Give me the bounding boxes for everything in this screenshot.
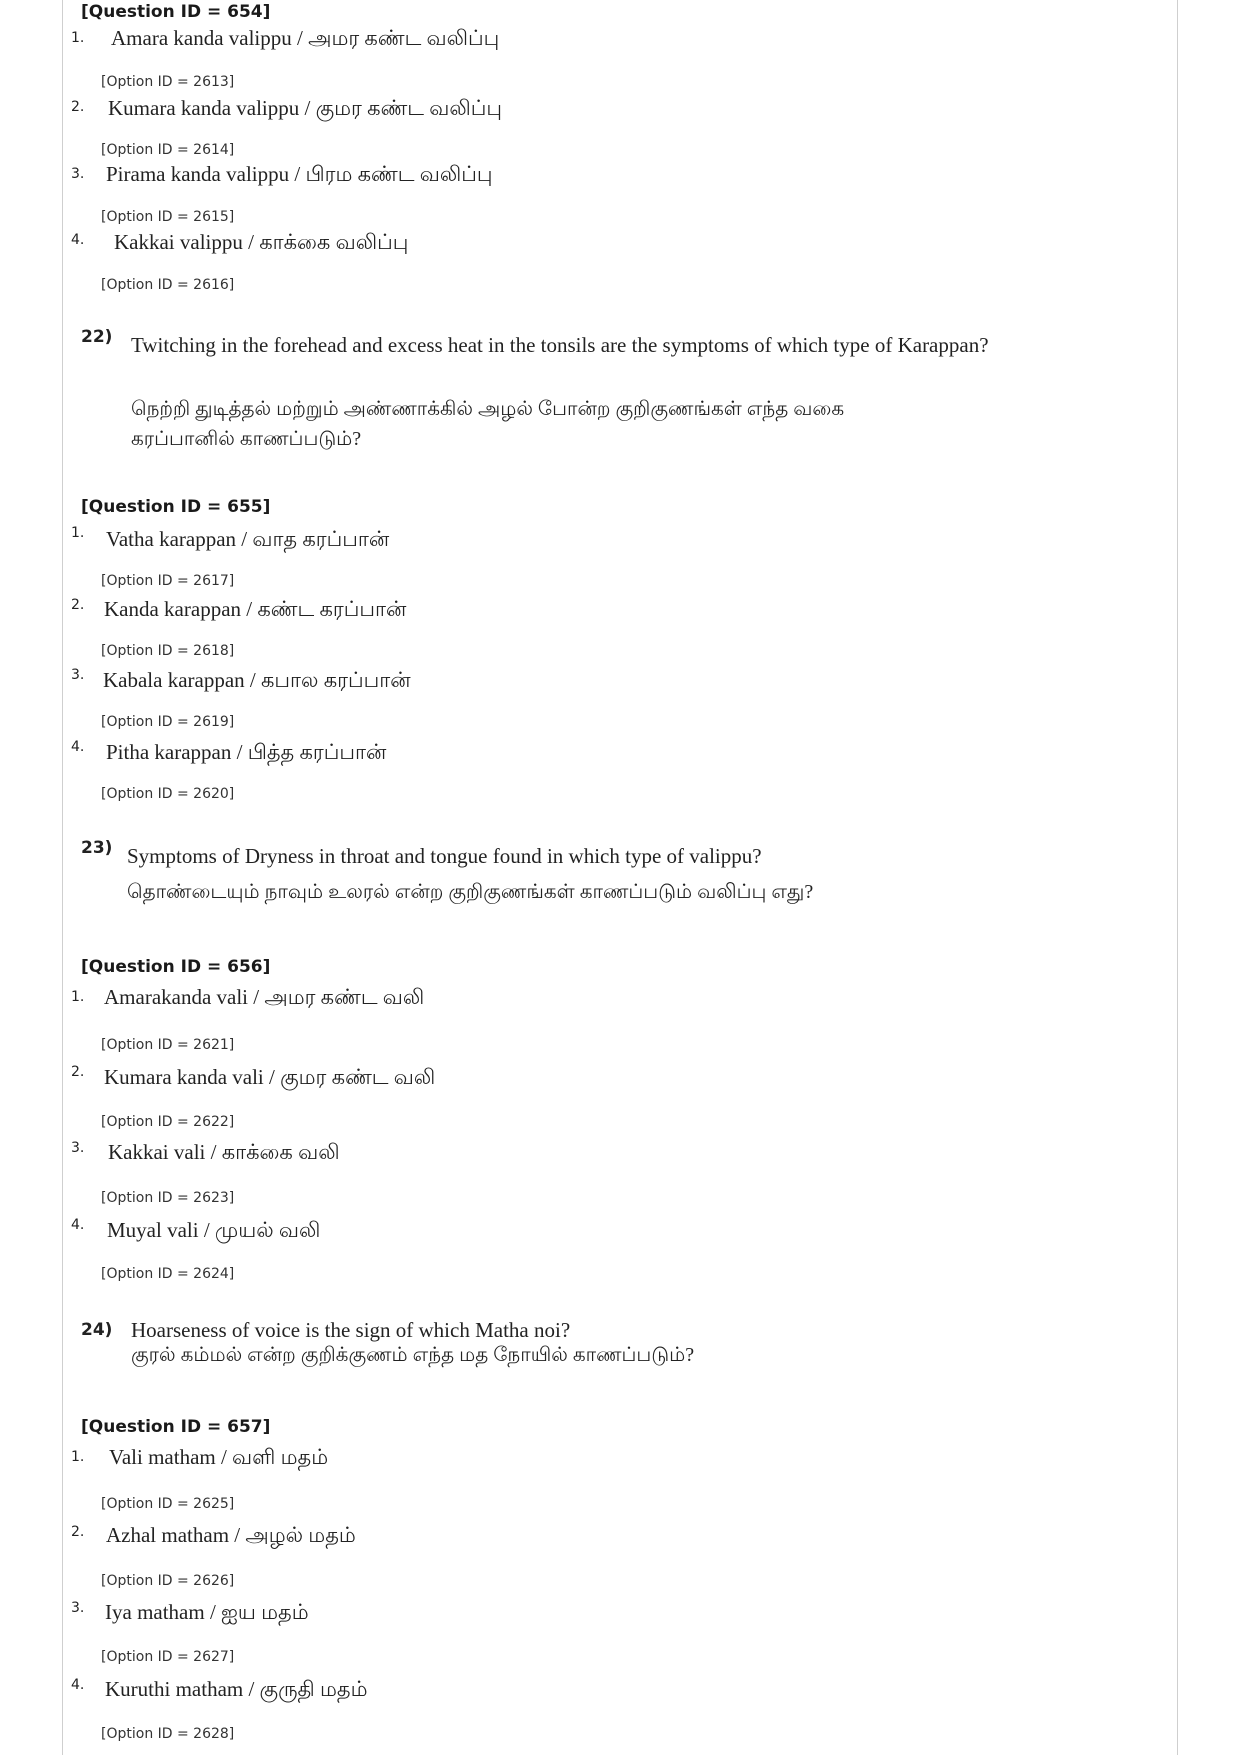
option-number: 2. [71, 1064, 85, 1080]
option-id: [Option ID = 2626] [101, 1573, 235, 1589]
option-number: 4. [71, 1677, 85, 1693]
question-text-en: Twitching in the forehead and excess heat in the tonsils are the symptoms of which type of Karappan? [131, 333, 989, 357]
question-number: 24) [81, 1320, 113, 1340]
question-number: 23) [81, 838, 113, 858]
option-number: 2. [71, 597, 85, 613]
question-id: [Question ID = 654] [81, 2, 271, 22]
option-text: Kakkai vali / காக்கை வலி [108, 1140, 340, 1164]
option-id: [Option ID = 2622] [101, 1114, 235, 1130]
option-text: Pitha karappan / பித்த கரப்பான் [106, 740, 387, 764]
option-id: [Option ID = 2625] [101, 1496, 235, 1512]
option-number: 1. [71, 525, 85, 541]
option-text: Muyal vali / முயல் வலி [107, 1218, 321, 1242]
option-number: 2. [71, 1524, 85, 1540]
option-id: [Option ID = 2613] [101, 74, 235, 90]
option-number: 1. [71, 30, 85, 46]
option-id: [Option ID = 2621] [101, 1037, 235, 1053]
document-page [62, 0, 1178, 1755]
option-text: Amara kanda valippu / அமர கண்ட வலிப்பு [111, 26, 500, 50]
option-id: [Option ID = 2628] [101, 1726, 235, 1742]
option-text: Azhal matham / அழல் மதம் [106, 1523, 356, 1547]
question-id: [Question ID = 656] [81, 957, 271, 977]
option-text: Kanda karappan / கண்ட கரப்பான் [104, 597, 407, 621]
option-id: [Option ID = 2614] [101, 142, 235, 158]
question-id: [Question ID = 655] [81, 497, 271, 517]
option-number: 2. [71, 99, 85, 115]
option-id: [Option ID = 2619] [101, 714, 235, 730]
option-id: [Option ID = 2623] [101, 1190, 235, 1206]
option-id: [Option ID = 2627] [101, 1649, 235, 1665]
option-number: 3. [71, 1140, 85, 1156]
option-id: [Option ID = 2617] [101, 573, 235, 589]
option-text: Amarakanda vali / அமர கண்ட வலி [104, 985, 425, 1009]
option-id: [Option ID = 2616] [101, 277, 235, 293]
question-text-ta: குரல் கம்மல் என்ற குறிக்குணம் எந்த மத நோயில் காணப்படும்? [131, 1344, 695, 1366]
option-id: [Option ID = 2620] [101, 786, 235, 802]
option-text: Kuruthi matham / குருதி மதம் [105, 1677, 368, 1701]
option-number: 1. [71, 1449, 85, 1465]
option-id: [Option ID = 2615] [101, 209, 235, 225]
option-id: [Option ID = 2624] [101, 1266, 235, 1282]
option-number: 4. [71, 232, 85, 248]
question-number: 22) [81, 327, 113, 347]
option-text: Iya matham / ஐய மதம் [105, 1600, 309, 1624]
question-text-en: Symptoms of Dryness in throat and tongue found in which type of valippu? [127, 844, 762, 868]
question-text-en: Hoarseness of voice is the sign of which Matha noi? [131, 1318, 571, 1342]
option-text: Kabala karappan / கபால கரப்பான் [103, 668, 411, 692]
question-text-ta: நெற்றி துடித்தல் மற்றும் அண்ணாக்கில் அழல் போன்ற குறிகுணங்கள் எந்த வகை கரப்பானில் காணப்படும்? [131, 398, 845, 450]
option-text: Pirama kanda valippu / பிரம கண்ட வலிப்பு [106, 162, 493, 186]
option-number: 1. [71, 989, 85, 1005]
option-text: Vali matham / வளி மதம் [109, 1445, 329, 1469]
option-text: Kakkai valippu / காக்கை வலிப்பு [114, 230, 409, 254]
option-text: Vatha karappan / வாத கரப்பான் [106, 527, 390, 551]
option-number: 3. [71, 1600, 85, 1616]
option-id: [Option ID = 2618] [101, 643, 235, 659]
question-id: [Question ID = 657] [81, 1417, 271, 1437]
question-text-ta: தொண்டையும் நாவும் உலரல் என்ற குறிகுணங்கள் காணப்படும் வலிப்பு எது? [127, 881, 814, 903]
option-text: Kumara kanda valippu / குமர கண்ட வலிப்பு [108, 96, 502, 120]
option-text: Kumara kanda vali / குமர கண்ட வலி [104, 1065, 436, 1089]
option-number: 4. [71, 1217, 85, 1233]
option-number: 4. [71, 739, 85, 755]
option-number: 3. [71, 667, 85, 683]
option-number: 3. [71, 166, 85, 182]
